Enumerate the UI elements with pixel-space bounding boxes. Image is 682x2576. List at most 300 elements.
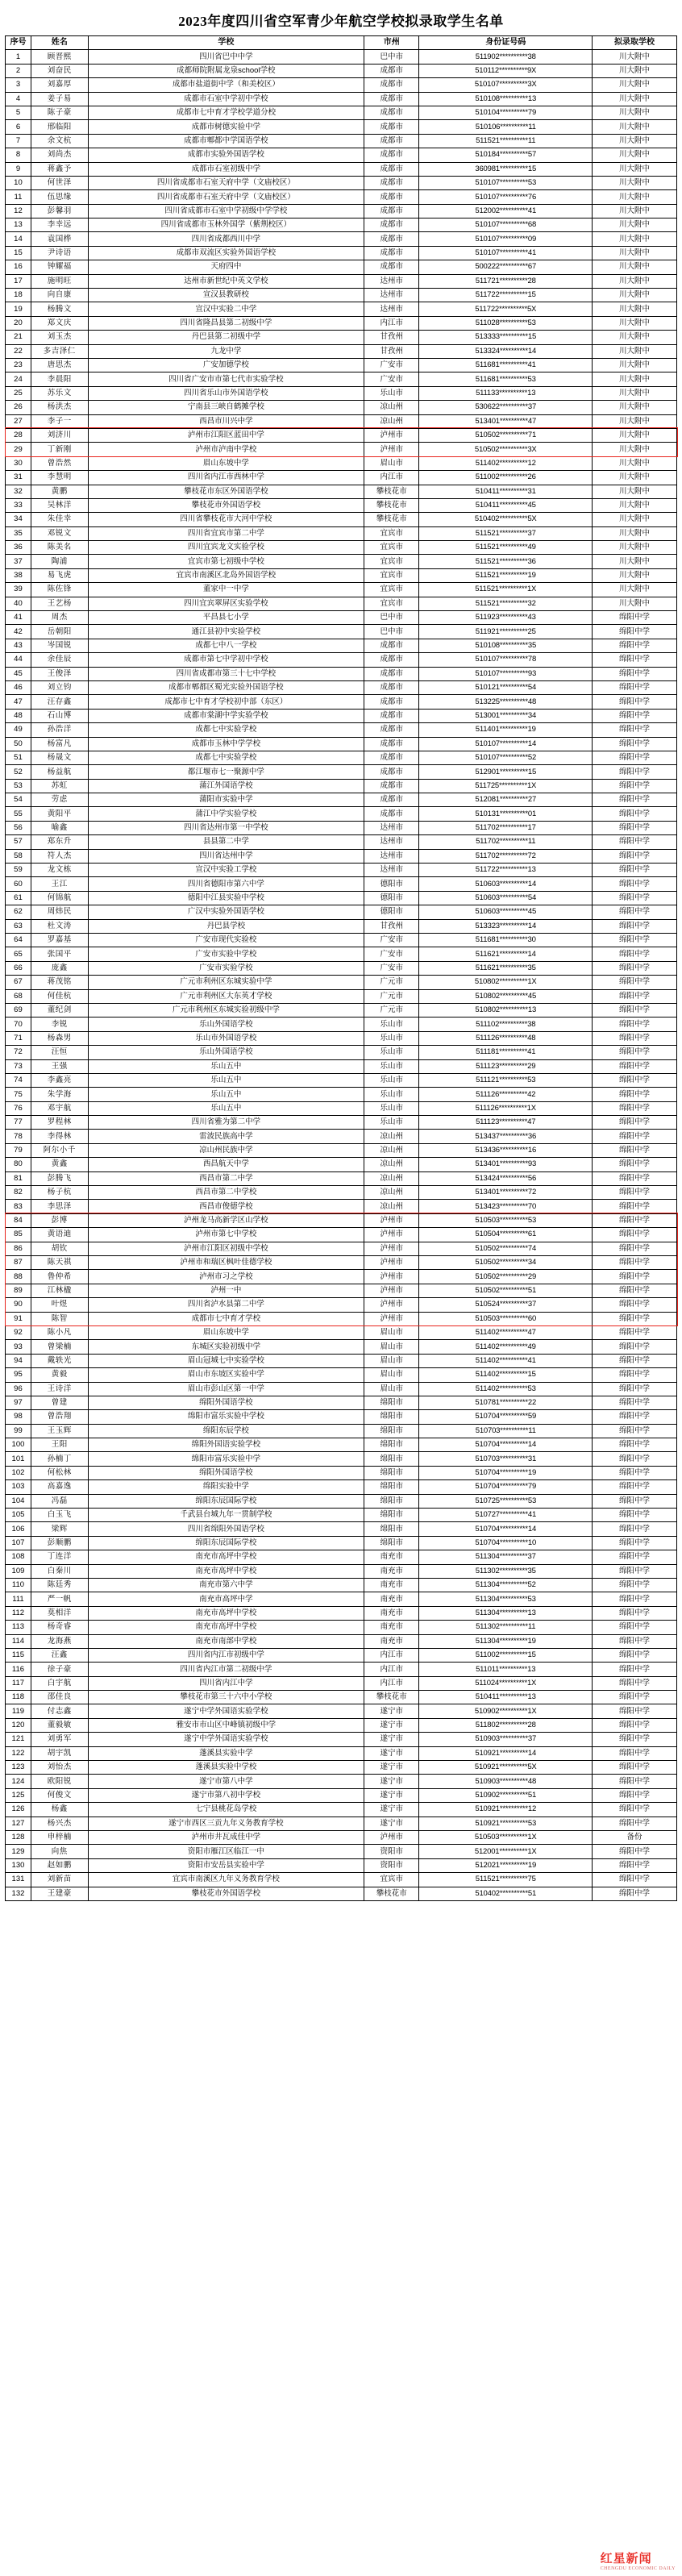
cell-school: 四川省巴中中学 — [88, 50, 364, 64]
cell-id: 511702**********11 — [419, 835, 593, 849]
cell-school: 四川省内江中学 — [88, 1676, 364, 1690]
cell-index: 1 — [6, 50, 31, 64]
cell-admitted-school: 川大附中 — [592, 344, 676, 358]
cell-school: 雷波民族高中学 — [88, 1130, 364, 1143]
column-header-admitted-school: 拟录取学校 — [592, 36, 676, 50]
cell-city: 泸州市 — [364, 1270, 419, 1284]
cell-admitted-school: 川大附中 — [592, 358, 676, 372]
cell-school: 广元市利州区东城实验中学 — [88, 976, 364, 989]
cell-name: 白宇航 — [31, 1676, 88, 1690]
cell-id: 360981**********15 — [419, 162, 593, 176]
cell-admitted-school: 川大附中 — [592, 583, 676, 597]
cell-index: 61 — [6, 891, 31, 905]
cell-admitted-school: 绵阳中学 — [592, 821, 676, 834]
cell-school: 广元市利州区东城实验初级中学 — [88, 1003, 364, 1017]
table-row — [6, 1031, 677, 1045]
cell-school: 遂宁市西区三贡九年义务教育学校 — [88, 1817, 364, 1830]
cell-index: 99 — [6, 1424, 31, 1438]
table-row — [6, 1550, 677, 1564]
cell-school: 四川省内江市初级中学 — [88, 1648, 364, 1662]
cell-school: 四川省泸水县第二中学 — [88, 1298, 364, 1312]
cell-id: 510603**********14 — [419, 877, 593, 891]
cell-name: 梁辉 — [31, 1522, 88, 1536]
cell-id: 510106**********11 — [419, 120, 593, 134]
cell-id: 510704**********10 — [419, 1536, 593, 1550]
table-row — [6, 1858, 677, 1872]
column-header-id: 身份证号码 — [419, 36, 593, 50]
cell-index: 87 — [6, 1255, 31, 1269]
cell-admitted-school: 绵阳中学 — [592, 1480, 676, 1494]
cell-index: 131 — [6, 1873, 31, 1887]
cell-id: 510524**********37 — [419, 1298, 593, 1312]
cell-city: 南充市 — [364, 1634, 419, 1648]
cell-school: 宜宾市第七初级中学校 — [88, 555, 364, 568]
cell-city: 凉山州 — [364, 1200, 419, 1213]
cell-id: 512021**********19 — [419, 1858, 593, 1872]
cell-name: 彭顺鹏 — [31, 1536, 88, 1550]
cell-name: 杨腾文 — [31, 302, 88, 316]
cell-admitted-school: 绵阳中学 — [592, 709, 676, 722]
cell-id: 511304**********37 — [419, 1550, 593, 1564]
cell-name: 向自康 — [31, 289, 88, 302]
cell-index: 90 — [6, 1298, 31, 1312]
cell-name: 董纪剑 — [31, 1003, 88, 1017]
cell-admitted-school: 绵阳中学 — [592, 1284, 676, 1297]
cell-index: 83 — [6, 1200, 31, 1213]
cell-city: 遂宁市 — [364, 1803, 419, 1817]
cell-name: 汪恒 — [31, 1046, 88, 1059]
cell-city: 乐山市 — [364, 1059, 419, 1073]
cell-city: 成都市 — [364, 667, 419, 680]
cell-id: 511725**********1X — [419, 779, 593, 793]
cell-city: 广元市 — [364, 976, 419, 989]
watermark-subtext: CHENGDU ECONOMIC DAILY — [600, 2566, 676, 2571]
table-row — [6, 428, 677, 442]
cell-school: 乐山五中 — [88, 1101, 364, 1115]
table-row — [6, 1143, 677, 1157]
cell-name: 余佳辰 — [31, 653, 88, 667]
table-row — [6, 835, 677, 849]
cell-name: 陈天祺 — [31, 1255, 88, 1269]
cell-city: 宜宾市 — [364, 1873, 419, 1887]
cell-school: 四川省达州市第一中学校 — [88, 821, 364, 834]
cell-id: 510802**********45 — [419, 989, 593, 1003]
cell-admitted-school: 绵阳中学 — [592, 1340, 676, 1354]
table-row — [6, 1116, 677, 1130]
cell-name: 施明旺 — [31, 274, 88, 288]
cell-id: 510503**********53 — [419, 1213, 593, 1227]
cell-name: 何俊文 — [31, 1788, 88, 1802]
table-row — [6, 1046, 677, 1059]
cell-id: 511521**********36 — [419, 555, 593, 568]
cell-city: 遂宁市 — [364, 1718, 419, 1732]
cell-index: 11 — [6, 190, 31, 204]
table-row — [6, 1746, 677, 1760]
table-row — [6, 1368, 677, 1382]
cell-name: 向焦 — [31, 1845, 88, 1858]
cell-admitted-school: 川大附中 — [592, 246, 676, 260]
cell-city: 广元市 — [364, 1003, 419, 1017]
table-body — [6, 50, 677, 1901]
cell-admitted-school: 川大附中 — [592, 471, 676, 485]
cell-name: 刘尚杰 — [31, 148, 88, 162]
cell-name: 李子一 — [31, 414, 88, 428]
cell-name: 周炜民 — [31, 905, 88, 919]
cell-name: 李思泽 — [31, 1200, 88, 1213]
table-row — [6, 1522, 677, 1536]
cell-city: 成都市 — [364, 190, 419, 204]
cell-admitted-school: 绵阳中学 — [592, 1452, 676, 1466]
cell-id: 511002**********26 — [419, 471, 593, 485]
cell-admitted-school: 绵阳中学 — [592, 653, 676, 667]
cell-city: 成都市 — [364, 653, 419, 667]
cell-index: 125 — [6, 1788, 31, 1802]
cell-city: 凉山州 — [364, 1186, 419, 1200]
cell-name: 吴林洋 — [31, 498, 88, 512]
cell-city: 达州市 — [364, 274, 419, 288]
table-row — [6, 260, 677, 274]
cell-city: 成都市 — [364, 723, 419, 737]
cell-admitted-school: 绵阳中学 — [592, 1466, 676, 1479]
cell-id: 510107**********41 — [419, 246, 593, 260]
cell-school: 四川省成都市石室中学初级中学学校 — [88, 204, 364, 218]
cell-city: 乐山市 — [364, 386, 419, 400]
cell-index: 96 — [6, 1382, 31, 1396]
table-row — [6, 190, 677, 204]
cell-city: 遂宁市 — [364, 1761, 419, 1775]
table-row — [6, 120, 677, 134]
cell-admitted-school: 绵阳中学 — [592, 849, 676, 863]
cell-name: 彭博 — [31, 1213, 88, 1227]
table-row — [6, 1200, 677, 1213]
cell-name: 何松林 — [31, 1466, 88, 1479]
cell-school: 绵阳市富乐实验中学 — [88, 1452, 364, 1466]
cell-school: 眉山东坡中学 — [88, 1325, 364, 1339]
cell-school: 成都市郫都区蜀光实验外国语学校 — [88, 680, 364, 694]
table-row — [6, 1480, 677, 1494]
table-row — [6, 989, 677, 1003]
table-row — [6, 1073, 677, 1087]
watermark-text: 红星新闻 — [600, 2553, 652, 2566]
table-row — [6, 218, 677, 232]
cell-admitted-school: 绵阳中学 — [592, 1171, 676, 1185]
cell-index: 112 — [6, 1606, 31, 1620]
cell-name: 丁连洋 — [31, 1550, 88, 1564]
cell-school: 通江县初中实验学校 — [88, 625, 364, 639]
cell-school: 蓬溪县实验中学校 — [88, 1761, 364, 1775]
cell-city: 乐山市 — [364, 1088, 419, 1101]
cell-id: 511302**********11 — [419, 1621, 593, 1634]
cell-name: 黄毅 — [31, 1368, 88, 1382]
cell-index: 79 — [6, 1143, 31, 1157]
cell-index: 30 — [6, 456, 31, 470]
cell-id: 510131**********01 — [419, 807, 593, 821]
cell-school: 四川省乐山市外国语学校 — [88, 386, 364, 400]
cell-city: 凉山州 — [364, 401, 419, 414]
cell-school: 广安市现代实验校 — [88, 934, 364, 947]
cell-city: 达州市 — [364, 289, 419, 302]
roster-table — [5, 35, 677, 1901]
cell-id: 510503**********60 — [419, 1312, 593, 1325]
cell-school: 资阳市安岳县实验中学 — [88, 1858, 364, 1872]
table-row — [6, 1284, 677, 1297]
cell-admitted-school: 川大附中 — [592, 597, 676, 610]
cell-admitted-school: 绵阳中学 — [592, 976, 676, 989]
cell-city: 眉山市 — [364, 1382, 419, 1396]
cell-city: 宜宾市 — [364, 583, 419, 597]
cell-id: 511621**********35 — [419, 961, 593, 975]
table-row — [6, 1564, 677, 1578]
cell-index: 14 — [6, 232, 31, 246]
cell-name: 石山博 — [31, 709, 88, 722]
column-header-city: 市州 — [364, 36, 419, 50]
cell-index: 71 — [6, 1031, 31, 1045]
table-row — [6, 1663, 677, 1676]
cell-city: 泸州市 — [364, 1284, 419, 1297]
cell-school: 泸州市和瑞区枫叶佳德学校 — [88, 1255, 364, 1269]
cell-id: 510502**********29 — [419, 1270, 593, 1284]
cell-admitted-school: 绵阳中学 — [592, 1704, 676, 1718]
table-row — [6, 1101, 677, 1115]
cell-id: 511024**********1X — [419, 1676, 593, 1690]
cell-city: 南充市 — [364, 1578, 419, 1592]
cell-city: 成都市 — [364, 807, 419, 821]
cell-school: 乐山五中 — [88, 1088, 364, 1101]
cell-city: 成都市 — [364, 148, 419, 162]
cell-school: 四川省攀枝花市大河中学校 — [88, 513, 364, 526]
cell-name: 曾浩翔 — [31, 1410, 88, 1424]
cell-index: 119 — [6, 1704, 31, 1718]
cell-city: 达州市 — [364, 864, 419, 877]
table-row — [6, 1325, 677, 1339]
cell-name: 孙浩洋 — [31, 723, 88, 737]
table-row — [6, 1606, 677, 1620]
table-row — [6, 1845, 677, 1858]
cell-school: 绵阳外国语学校 — [88, 1466, 364, 1479]
cell-city: 成都市 — [364, 176, 419, 189]
cell-admitted-school: 绵阳中学 — [592, 1396, 676, 1409]
cell-name: 白秦川 — [31, 1564, 88, 1578]
cell-index: 132 — [6, 1887, 31, 1900]
cell-admitted-school: 绵阳中学 — [592, 639, 676, 652]
cell-admitted-school: 绵阳中学 — [592, 1017, 676, 1031]
cell-admitted-school: 绵阳中学 — [592, 1663, 676, 1676]
table-row — [6, 555, 677, 568]
cell-city: 宜宾市 — [364, 526, 419, 540]
table-row — [6, 372, 677, 386]
table-row — [6, 1887, 677, 1900]
cell-school: 宁南县三峡自鹤摊学校 — [88, 401, 364, 414]
cell-school: 成都师院附属龙泉school学校 — [88, 64, 364, 77]
cell-id: 510402**********5X — [419, 513, 593, 526]
cell-school: 董家中一中学 — [88, 583, 364, 597]
cell-index: 100 — [6, 1438, 31, 1452]
table-row — [6, 1312, 677, 1325]
cell-index: 82 — [6, 1186, 31, 1200]
cell-id: 511304**********53 — [419, 1592, 593, 1606]
cell-admitted-school: 绵阳中学 — [592, 1368, 676, 1382]
cell-id: 511521**********1X — [419, 583, 593, 597]
cell-school: 四川宜宾龙文实验学校 — [88, 541, 364, 555]
cell-school: 乐山外国语学校 — [88, 1046, 364, 1059]
table-row — [6, 1691, 677, 1704]
table-row — [6, 1704, 677, 1718]
cell-name: 杨洪杰 — [31, 401, 88, 414]
table-row — [6, 639, 677, 652]
cell-name: 郑文庆 — [31, 316, 88, 330]
cell-admitted-school: 绵阳中学 — [592, 1382, 676, 1396]
cell-index: 9 — [6, 162, 31, 176]
table-row — [6, 1775, 677, 1788]
cell-city: 成都市 — [364, 709, 419, 722]
cell-name: 徐子豪 — [31, 1663, 88, 1676]
table-row — [6, 456, 677, 470]
cell-city: 绵阳市 — [364, 1494, 419, 1508]
cell-index: 86 — [6, 1242, 31, 1255]
cell-index: 97 — [6, 1396, 31, 1409]
cell-city: 南充市 — [364, 1592, 419, 1606]
cell-admitted-school: 绵阳中学 — [592, 934, 676, 947]
table-row — [6, 471, 677, 485]
cell-city: 达州市 — [364, 849, 419, 863]
cell-index: 34 — [6, 513, 31, 526]
cell-id: 511521**********75 — [419, 1873, 593, 1887]
cell-index: 8 — [6, 148, 31, 162]
cell-admitted-school: 川大附中 — [592, 92, 676, 106]
cell-city: 成都市 — [364, 695, 419, 709]
cell-admitted-school: 绵阳中学 — [592, 1186, 676, 1200]
cell-id: 510921**********12 — [419, 1803, 593, 1817]
cell-admitted-school: 川大附中 — [592, 526, 676, 540]
cell-name: 尹诗语 — [31, 246, 88, 260]
cell-school: 成都市石室中学初中学校 — [88, 92, 364, 106]
table-row — [6, 1592, 677, 1606]
cell-city: 广安市 — [364, 934, 419, 947]
table-row — [6, 1788, 677, 1802]
cell-school: 乐山市外国语学校 — [88, 1031, 364, 1045]
cell-city: 达州市 — [364, 302, 419, 316]
cell-school: 攀枝花市外国语学校 — [88, 1887, 364, 1900]
cell-admitted-school: 绵阳中学 — [592, 625, 676, 639]
cell-name: 王建豪 — [31, 1887, 88, 1900]
table-row — [6, 1410, 677, 1424]
cell-id: 511126**********48 — [419, 1031, 593, 1045]
table-row — [6, 541, 677, 555]
cell-admitted-school: 川大附中 — [592, 331, 676, 344]
cell-school: 成都七中八一学校 — [88, 639, 364, 652]
cell-school: 遂宁中学外国语实验学校 — [88, 1704, 364, 1718]
cell-admitted-school: 川大附中 — [592, 568, 676, 582]
cell-admitted-school: 川大附中 — [592, 232, 676, 246]
cell-id: 511121**********53 — [419, 1073, 593, 1087]
cell-index: 105 — [6, 1509, 31, 1522]
cell-id: 511126**********42 — [419, 1088, 593, 1101]
cell-admitted-school: 绵阳中学 — [592, 835, 676, 849]
cell-index: 31 — [6, 471, 31, 485]
table-row — [6, 498, 677, 512]
cell-id: 511126**********1X — [419, 1101, 593, 1115]
cell-index: 46 — [6, 680, 31, 694]
cell-city: 广安市 — [364, 372, 419, 386]
cell-school: 广安市实验中学校 — [88, 947, 364, 961]
cell-index: 60 — [6, 877, 31, 891]
cell-id: 511123**********47 — [419, 1116, 593, 1130]
cell-school: 西昌市川兴中学 — [88, 414, 364, 428]
cell-admitted-school: 绵阳中学 — [592, 695, 676, 709]
cell-name: 罗嘉基 — [31, 934, 88, 947]
table-row — [6, 779, 677, 793]
cell-id: 511681**********30 — [419, 934, 593, 947]
cell-school: 绵阳东辰学校 — [88, 1424, 364, 1438]
cell-id: 510603**********54 — [419, 891, 593, 905]
cell-city: 凉山州 — [364, 1130, 419, 1143]
cell-id: 510703**********11 — [419, 1424, 593, 1438]
cell-school: 四川省成都市石室天府中学（文庙校区） — [88, 190, 364, 204]
cell-id: 511402**********47 — [419, 1325, 593, 1339]
cell-city: 遂宁市 — [364, 1817, 419, 1830]
cell-id: 512001**********1X — [419, 1845, 593, 1858]
cell-name: 邓宇航 — [31, 1101, 88, 1115]
cell-id: 511722**********15 — [419, 289, 593, 302]
cell-index: 103 — [6, 1480, 31, 1494]
cell-school: 成都市实验外国语学校 — [88, 148, 364, 162]
cell-admitted-school: 绵阳中学 — [592, 667, 676, 680]
cell-name: 孙楠丁 — [31, 1452, 88, 1466]
cell-index: 25 — [6, 386, 31, 400]
cell-id: 510402**********51 — [419, 1887, 593, 1900]
cell-name: 岑国锐 — [31, 639, 88, 652]
cell-name: 汪鑫 — [31, 1648, 88, 1662]
table-row — [6, 934, 677, 947]
cell-city: 成都市 — [364, 793, 419, 807]
cell-admitted-school: 川大附中 — [592, 260, 676, 274]
cell-name: 喻鑫 — [31, 821, 88, 834]
table-row — [6, 568, 677, 582]
cell-index: 69 — [6, 1003, 31, 1017]
cell-index: 117 — [6, 1676, 31, 1690]
table-row — [6, 386, 677, 400]
table-row — [6, 232, 677, 246]
cell-city: 乐山市 — [364, 1031, 419, 1045]
cell-school: 成都市第七中学初中学校 — [88, 653, 364, 667]
cell-index: 124 — [6, 1775, 31, 1788]
cell-index: 65 — [6, 947, 31, 961]
cell-index: 21 — [6, 331, 31, 344]
cell-admitted-school: 川大附中 — [592, 162, 676, 176]
cell-name: 岳朝阳 — [31, 625, 88, 639]
cell-admitted-school: 川大附中 — [592, 302, 676, 316]
cell-school: 眉山市东坡区实验中学 — [88, 1368, 364, 1382]
cell-index: 130 — [6, 1858, 31, 1872]
cell-school: 资阳市雁江区临江一中 — [88, 1845, 364, 1858]
table-row — [6, 919, 677, 933]
cell-admitted-school: 绵阳中学 — [592, 1564, 676, 1578]
cell-id: 511802**********28 — [419, 1718, 593, 1732]
cell-admitted-school: 绵阳中学 — [592, 1887, 676, 1900]
cell-name: 朱学海 — [31, 1088, 88, 1101]
cell-id: 510704**********14 — [419, 1438, 593, 1452]
cell-admitted-school: 绵阳中学 — [592, 1424, 676, 1438]
table-row — [6, 1242, 677, 1255]
cell-index: 32 — [6, 485, 31, 498]
cell-city: 宜宾市 — [364, 568, 419, 582]
cell-index: 45 — [6, 667, 31, 680]
cell-city: 甘孜州 — [364, 919, 419, 933]
cell-city: 成都市 — [364, 751, 419, 764]
cell-index: 102 — [6, 1466, 31, 1479]
cell-name: 蒋鑫予 — [31, 162, 88, 176]
cell-city: 攀枝花市 — [364, 1691, 419, 1704]
